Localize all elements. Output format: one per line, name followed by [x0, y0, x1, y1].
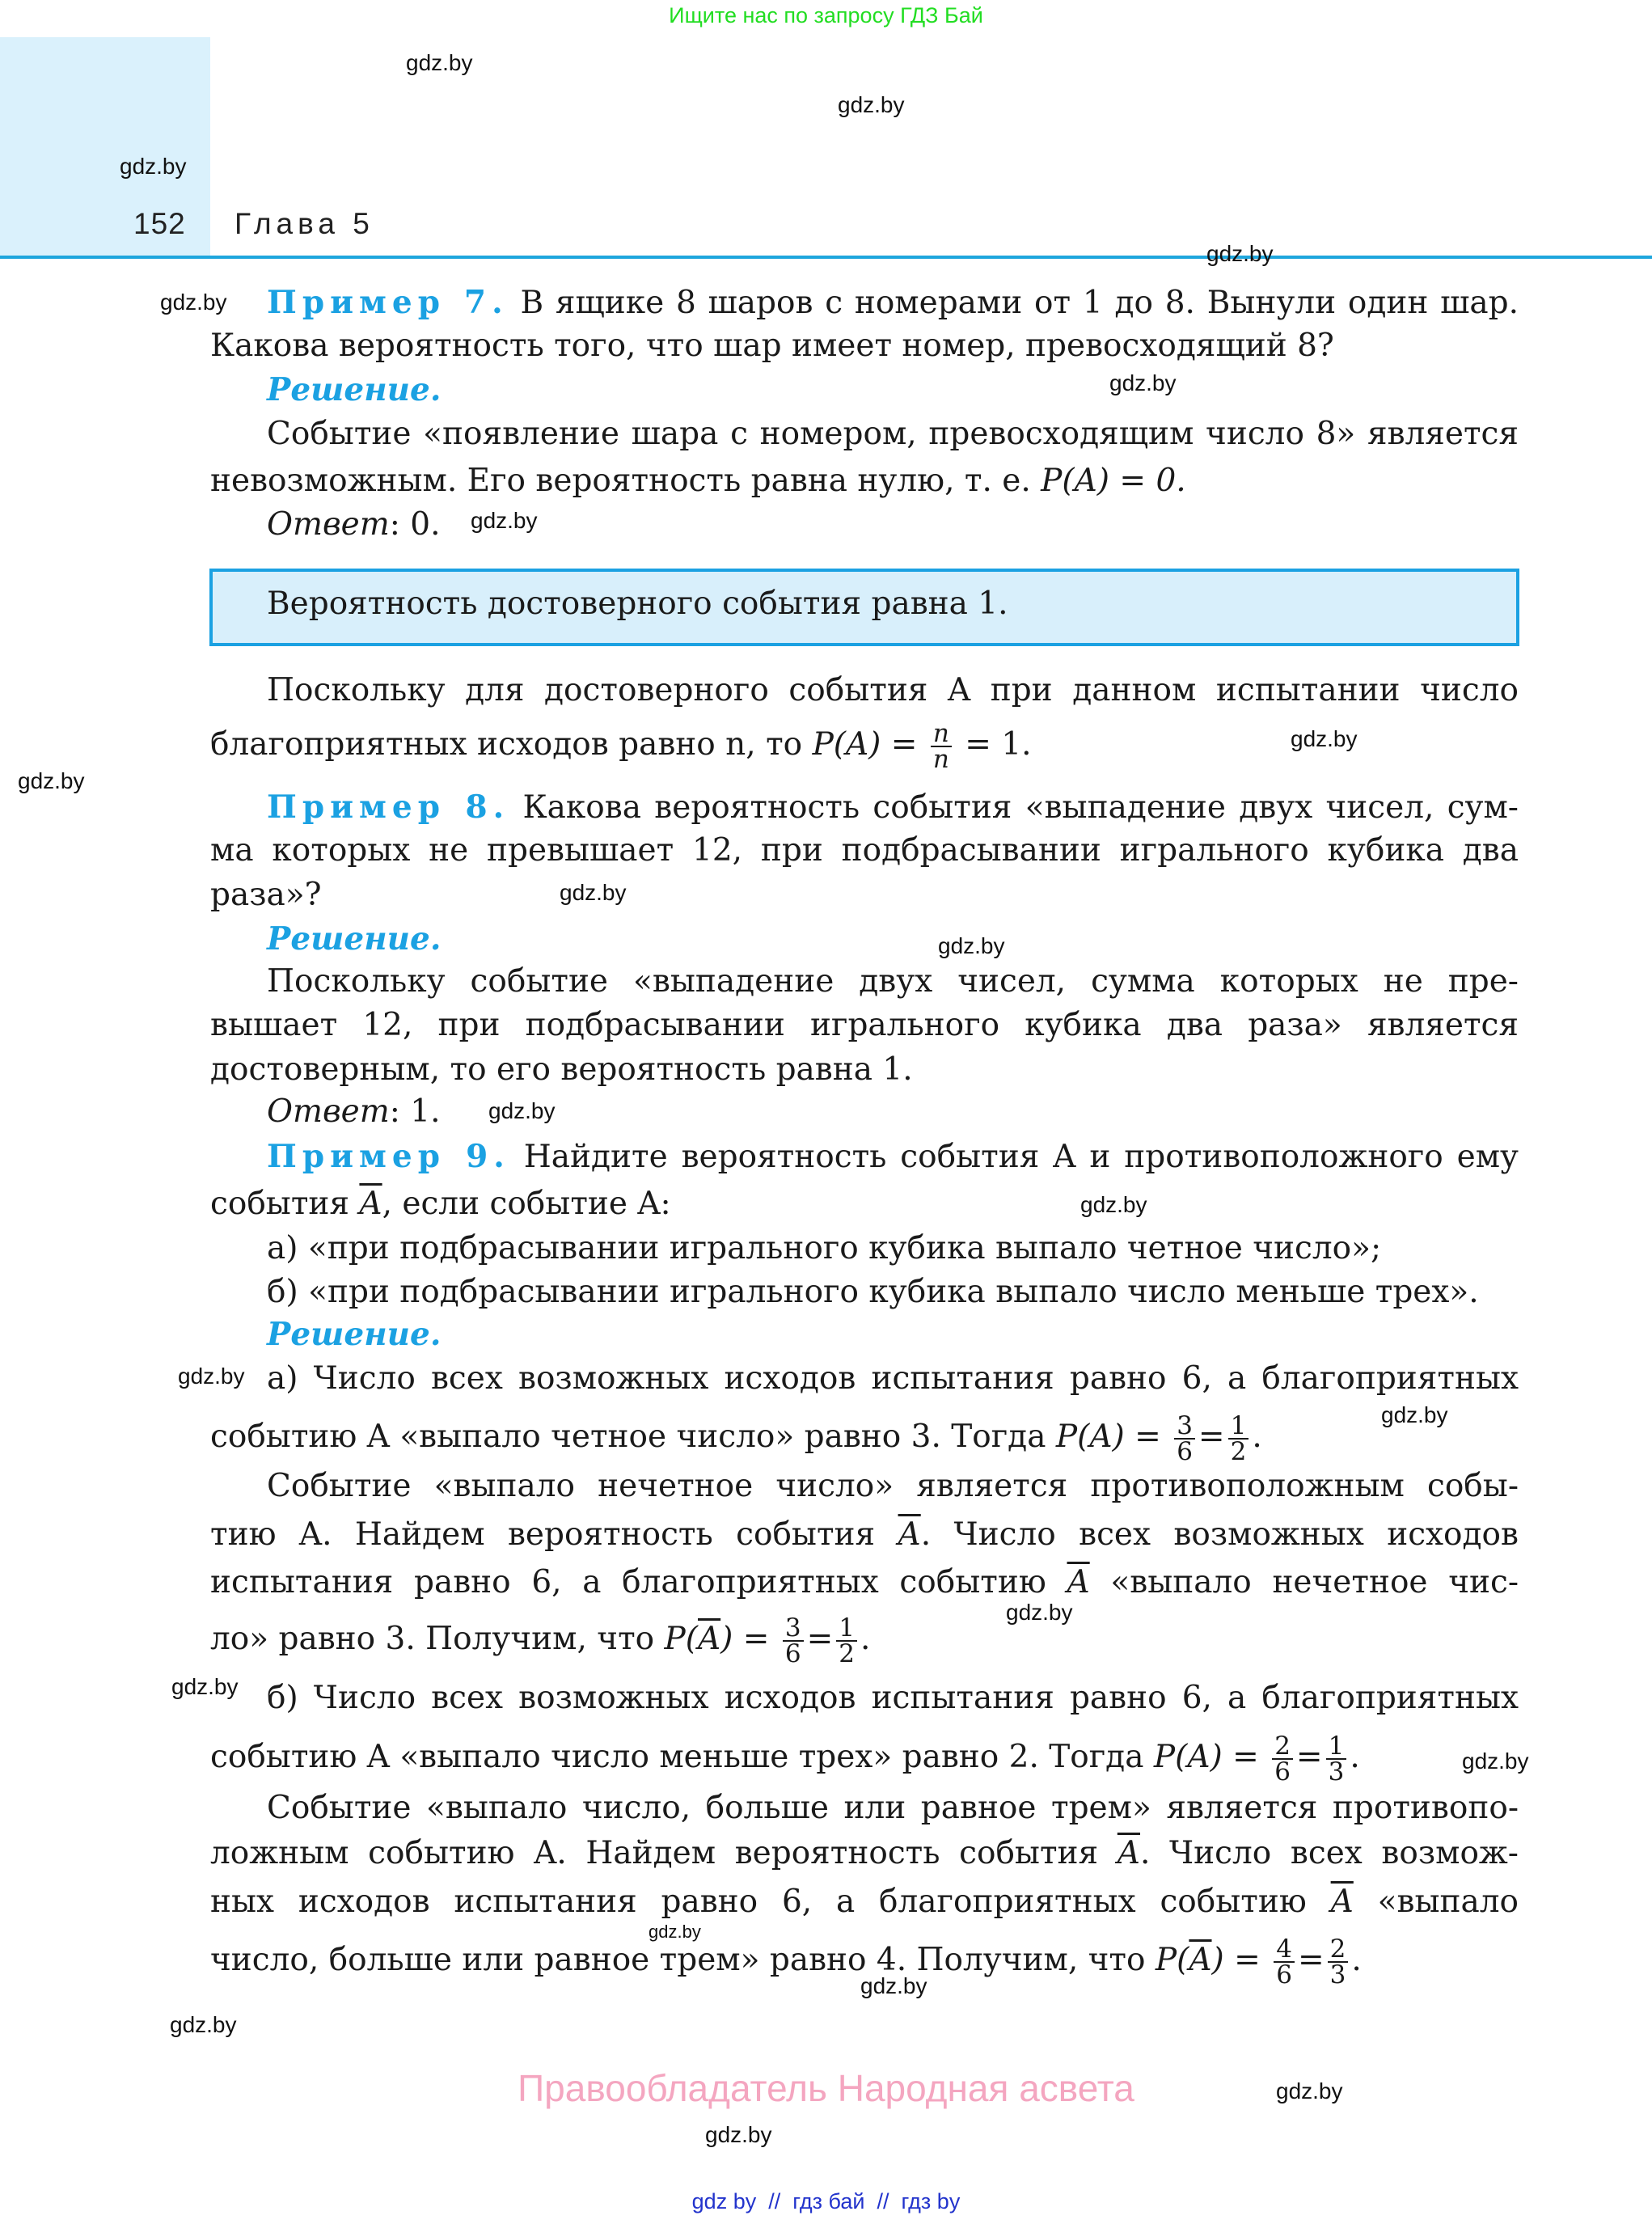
fraction: $\frac{2}{3}$ — [1328, 1937, 1349, 1987]
footer-links: gdz by // гдз бай // гдз by — [691, 2189, 961, 2213]
footer-link[interactable]: гдз by — [901, 2189, 961, 2213]
watermark: gdz.by — [120, 154, 187, 179]
watermark: gdz.by — [488, 1098, 556, 1123]
example9-item-b: б) «при подбрасывании игрального кубика выпало число меньше трех». — [267, 1274, 1479, 1310]
part-a-line3: Событие «выпало нечетное число» является противоположным собы- — [267, 1468, 1519, 1504]
example7-statement-line2: Какова вероятность того, что шар имеет номер, превосходящий 8? — [210, 328, 1334, 364]
fraction: $\frac{n}{n}$ — [931, 721, 952, 772]
watermark: gdz.by — [705, 2122, 772, 2147]
fraction: $\frac{3}{6}$ — [1174, 1414, 1195, 1464]
example8-label: Пример 8. — [267, 789, 510, 826]
page-number: 152 — [133, 207, 186, 240]
watermark: gdz.by — [649, 1922, 701, 1942]
footer-link[interactable]: gdz by — [691, 2189, 757, 2213]
part-b-line4: ложным событию A. Найдем вероятность события $\overline{A}$. Число всех возмож- — [210, 1835, 1519, 1871]
watermark: gdz.by — [178, 1364, 245, 1389]
footer-link[interactable]: гдз бай — [792, 2189, 865, 2213]
part-b-line2: событию A «выпало число меньше трех» равно 2. Тогда P(A) = $\frac{2}{6}$ = $\frac{1}{3}$ . — [210, 1731, 1360, 1786]
a-bar: $\overline{A}$ — [359, 1186, 382, 1222]
fraction: $\frac{4}{6}$ — [1274, 1937, 1295, 1987]
rule-box-text: Вероятность достоверного события равна 1. — [267, 586, 1008, 622]
search-hint: Ищите нас по запросу ГДЗ Бай — [669, 3, 983, 27]
example7-label: Пример 7. — [267, 284, 509, 321]
watermark: gdz.by — [1006, 1600, 1073, 1625]
fraction: $\frac{3}{6}$ — [783, 1616, 804, 1666]
part-a-line1: а) Число всех возможных исходов испытания равно 6, а благоприятных — [267, 1360, 1519, 1397]
part-a-line4: тию A. Найдем вероятность события $\overline{A}$. Число всех возможных исходов — [210, 1516, 1519, 1553]
fraction: $\frac{2}{6}$ — [1272, 1734, 1293, 1784]
watermark: gdz.by — [1291, 726, 1358, 751]
watermark: gdz.by — [1276, 2078, 1343, 2103]
explanation-line1: Поскольку для достоверного события A при данном испытании число — [267, 672, 1519, 708]
watermark: gdz.by — [1462, 1748, 1529, 1774]
example7-answer: Ответ: 0. — [267, 506, 441, 543]
watermark: gdz.by — [838, 92, 905, 117]
example9-statement-line1: Пример 9. Найдите вероятность события A и противоположного ему — [267, 1138, 1519, 1175]
part-a-line6: ло» равно 3. Получим, что $P(\overline{A})$ = $\frac{3}{6}$ = $\frac{1}{2}$ . — [210, 1613, 871, 1668]
chapter-title: Глава 5 — [234, 207, 374, 240]
example7-solution-line2: невозможным. Его вероятность равна нулю, т. е. P(A) = 0. — [210, 463, 1186, 499]
part-a-line2: событию A «выпало четное число» равно 3. Тогда P(A) = $\frac{3}{6}$ = $\frac{1}{2}$ . — [210, 1411, 1262, 1466]
header-rule — [0, 256, 1652, 259]
example9-label: Пример 9. — [267, 1138, 510, 1175]
watermark: gdz.by — [1381, 1402, 1448, 1427]
watermark: gdz.by — [406, 50, 473, 75]
example7-solution-line1: Событие «появление шара с номером, превосходящим число 8» является — [267, 416, 1519, 452]
explanation-line2: благоприятных исходов равно n, то P(A) = $\frac{n}{n}$ = 1. — [210, 719, 1032, 774]
example8-statement-line2: ма которых не превышает 12, при подбрасывании игрального кубика два — [210, 832, 1519, 869]
watermark: gdz.by — [1109, 370, 1177, 395]
part-b-line1: б) Число всех возможных исходов испытания равно 6, а благоприятных — [267, 1680, 1519, 1716]
part-b-line5: ных исходов испытания равно 6, а благоприятных событию $\overline{A}$ «выпало — [210, 1884, 1519, 1920]
watermark: gdz.by — [170, 2012, 237, 2037]
example8-answer: Ответ: 1. — [267, 1093, 441, 1130]
part-b-line6: число, больше или равное трем» равно 4. Получим, что $P(\overline{A})$ = $\frac{4}{6}$ = $\frac{2}{3}$ . — [210, 1934, 1362, 1989]
watermark: gdz.by — [171, 1674, 239, 1699]
example8-solution-line1: Поскольку событие «выпадение двух чисел, сумма которых не пре- — [267, 963, 1519, 1000]
watermark: gdz.by — [18, 768, 85, 793]
part-a-line5: испытания равно 6, а благоприятных событию $\overline{A}$ «выпало нечетное чис- — [210, 1564, 1519, 1600]
example8-solution-label: Решение. — [267, 920, 442, 958]
example9-solution-label: Решение. — [267, 1316, 442, 1353]
example7-solution-label: Решение. — [267, 371, 442, 408]
example8-statement-line1: Пример 8. Какова вероятность события «выпадение двух чисел, сум- — [267, 789, 1519, 826]
formula: P(A) = 0. — [1041, 463, 1186, 499]
fraction: $\frac{1}{2}$ — [1228, 1414, 1249, 1464]
watermark: gdz.by — [938, 933, 1005, 958]
example9-item-a: а) «при подбрасывании игрального кубика выпало четное число»; — [267, 1230, 1382, 1266]
watermark: gdz.by — [860, 1973, 927, 1998]
example7-statement-line1: Пример 7. В ящике 8 шаров с номерами от 1 до 8. Вынули один шар. — [267, 284, 1519, 321]
watermark: gdz.by — [160, 290, 227, 315]
watermark: gdz.by — [1206, 241, 1274, 266]
fraction: $\frac{1}{2}$ — [836, 1616, 857, 1666]
watermark: gdz.by — [560, 880, 627, 905]
example8-solution-line2: вышает 12, при подбрасывании игрального кубика два раза» является — [210, 1007, 1519, 1043]
watermark: gdz.by — [1080, 1192, 1147, 1217]
watermark: gdz.by — [471, 508, 538, 533]
example8-solution-line3: достоверным, то его вероятность равна 1. — [210, 1051, 913, 1088]
part-b-line3: Событие «выпало число, больше или равное трем» является противопо- — [267, 1790, 1519, 1826]
example8-statement-line3: раза»? — [210, 877, 322, 913]
rights-holder: Правообладатель Народная асвета — [518, 2067, 1134, 2109]
fraction: $\frac{1}{3}$ — [1326, 1734, 1347, 1784]
example9-statement-line2: события $\overline{A}$, если событие A: — [210, 1186, 671, 1222]
